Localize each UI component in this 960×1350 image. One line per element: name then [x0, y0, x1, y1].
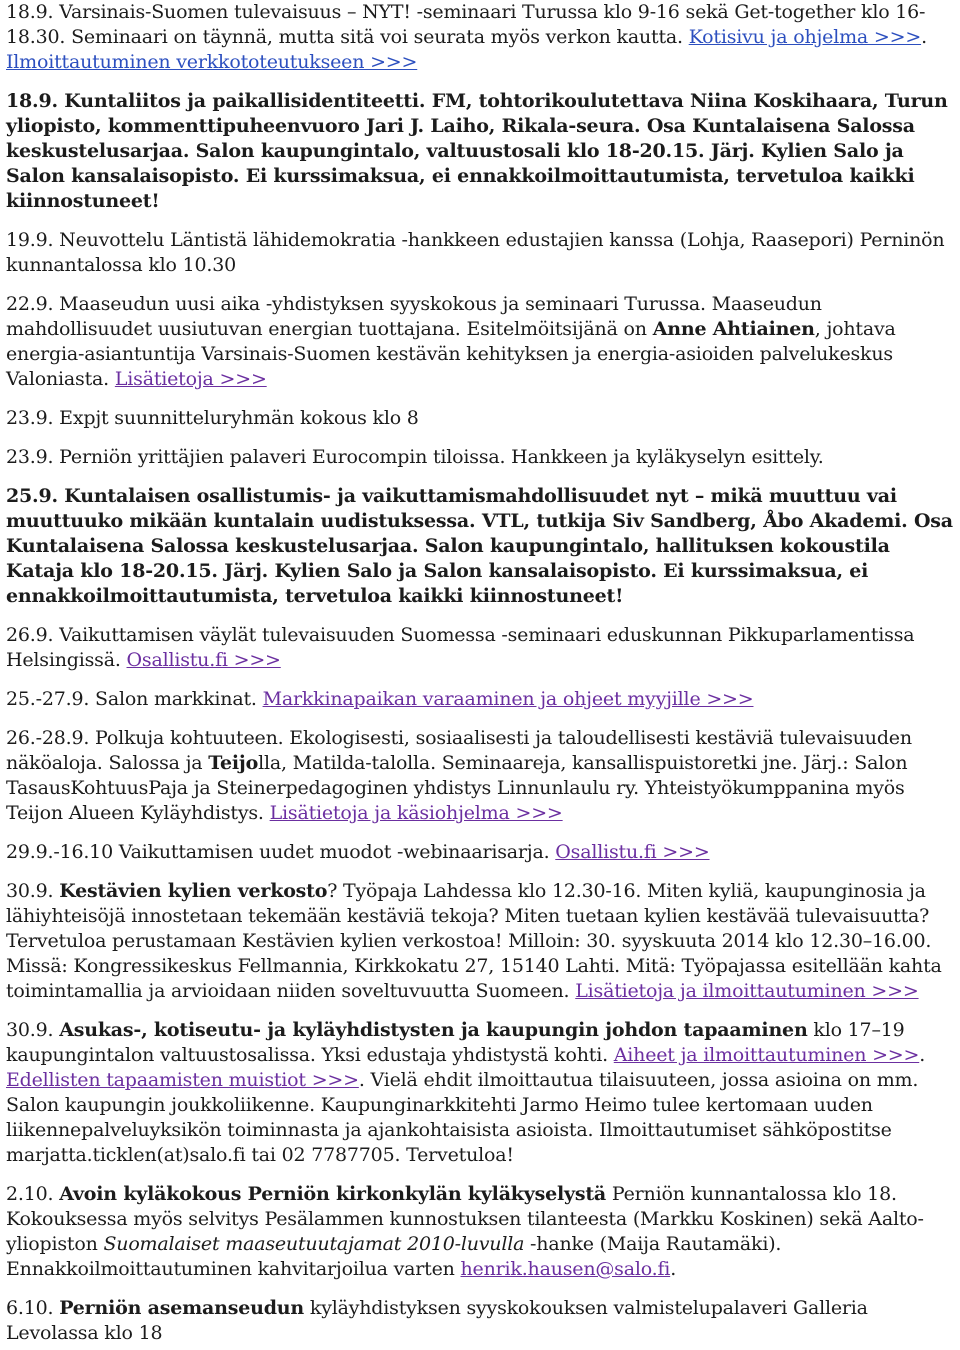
event-entry [6, 1018, 956, 1168]
event-link[interactable]: Edellisten tapaamisten muistiot >>> [6, 1069, 359, 1091]
event-text: 26.9. Vaikuttamisen väylät tulevaisuuden Suomessa -seminaari eduskunnan Pikkuparlamentissa Helsingissä. [6, 624, 915, 671]
event-text: 23.9. Perniön yrittäjien palaveri Eurocompin tiloissa. Hankkeen ja kyläkyselyn esittely. [6, 446, 824, 468]
event-entry [6, 726, 956, 826]
event-entry [6, 0, 956, 75]
event-text: -hanke (Maija Rautamäki). Ennakkoilmoittautuminen kahvitarjoilua varten [6, 1233, 782, 1280]
event-text: Perniön kunnantalossa klo 18. Kokouksessa myös selvitys Pesälammen kunnostuksen tilanteesta (Markku Koskinen) sekä Aalto-yliopiston [6, 1183, 924, 1255]
event-text: . [670, 1258, 677, 1280]
event-text: 22.9. Maaseudun uusi aika -yhdistyksen syyskokous ja seminaari Turussa. Maaseudun mahdollisuudet uusiutuvan energian tuottajana. Esitelmöitsijänä on [6, 293, 822, 340]
event-text: 25.-27.9. Salon markkinat. [6, 688, 263, 710]
event-entry [6, 292, 956, 392]
event-text: 23.9. Expjt suunnitteluryhmän kokous klo 8 [6, 407, 419, 429]
event-link[interactable]: Kotisivu ja ohjelma >>> [688, 26, 922, 48]
event-entry [6, 445, 956, 470]
event-entry [6, 840, 956, 865]
event-highlight: Anne Ahtiainen [652, 318, 815, 340]
event-highlight: Kestävien kylien verkosto [59, 880, 328, 902]
event-text: kyläyhdistyksen syyskokouksen valmistelupalaveri Galleria Levolassa klo 18 [6, 1297, 868, 1344]
event-link[interactable]: henrik.hausen@salo.fi [460, 1258, 671, 1280]
event-text: , johtava energia-asiantuntija Varsinais-Suomen kestävän kehityksen ja energia-asioiden palvelukeskus Valoniasta. [6, 318, 896, 390]
event-text: 6.10. [6, 1297, 60, 1319]
event-text: 2.10. [6, 1183, 60, 1205]
event-text: 29.9.-16.10 Vaikuttamisen uudet muodot -webinaarisarja. [6, 841, 556, 863]
event-entry [6, 484, 956, 609]
event-entry [6, 1182, 956, 1282]
event-text: 26.-28.9. Polkuja kohtuuteen. Ekologisesti, sosiaalisesti ja taloudellisesti kestäviä tulevaisuuden näköaloja. Salossa ja [6, 727, 912, 774]
event-link[interactable]: Lisätietoja >>> [114, 368, 267, 390]
event-text: 19.9. Neuvottelu Läntistä lähidemokratia -hankkeen edustajien kanssa (Lohja, Raasepori) Perninön kunnantalossa klo 10.30 [6, 229, 945, 276]
event-link[interactable]: Osallistu.fi >>> [555, 841, 710, 863]
event-text: lla, Matilda-talolla. Seminaareja, kansallispuistoretki jne. Järj.: Salon TasausKohtuusPaja ja Steinerpedagoginen yhdistys Linnunlaulu ry. Yhteistyökumppanina myös Teijon Alueen Kyläyhdistys. [6, 752, 908, 824]
event-highlight: Avoin kyläkokous Perniön kirkonkylän kyläkyselystä [59, 1183, 607, 1205]
event-link[interactable]: Osallistu.fi >>> [126, 649, 281, 671]
event-link[interactable]: Lisätietoja ja käsiohjelma >>> [269, 802, 563, 824]
event-text: ? Työpaja Lahdessa klo 12.30-16. Miten kyliä, kaupunginosia ja lähiyhteisöjä innostetaan tekemään kestäviä tekoja? Miten tuetaan kylien kestävää tulevaisuutta? Tervetuloa perustamaan Kestävien kylien verkostoa! Milloin: 30. syyskuuta 2014 klo 12.30–16.00. Missä: Kongressikeskus Fellmannia, Kirkkokatu 27, 15140 Lahti. Mitä: Työpajassa esitellään kahta toimintamallia ja arvioidaan niiden soveltuvuutta Suomeen. [6, 880, 942, 1002]
event-text: . [919, 1044, 926, 1066]
event-link[interactable]: Ilmoittautuminen verkkototeutukseen >>> [6, 51, 418, 73]
event-link[interactable]: Aiheet ja ilmoittautuminen >>> [613, 1044, 920, 1066]
event-highlight: Teijo [208, 752, 259, 774]
event-link[interactable]: Lisätietoja ja ilmoittautuminen >>> [575, 980, 919, 1002]
event-entry [6, 623, 956, 673]
event-entry [6, 406, 956, 431]
event-text: 30.9. [6, 1019, 60, 1041]
event-text: klo 17–19 kaupungintalon valtuustosalissa. Yksi edustaja yhdistystä kohti. [6, 1019, 905, 1066]
event-highlight: Asukas-, kotiseutu- ja kyläyhdistysten ja kaupungin johdon tapaaminen [59, 1019, 808, 1041]
event-highlight: Perniön asemanseudun [59, 1297, 305, 1319]
event-text: . [921, 26, 927, 48]
event-entry [6, 1296, 956, 1346]
event-italic-text: Suomalaiset maaseutuutajamat 2010-luvulla [103, 1233, 525, 1255]
event-entry [6, 89, 956, 214]
event-entry [6, 879, 956, 1004]
event-text: 25.9. Kuntalaisen osallistumis- ja vaikuttamismahdollisuudet nyt – mikä muuttuu vai muuttuuko mikään kuntalain uudistuksessa. VTL, tutkija Siv Sandberg, Åbo Akademi. Osa Kuntalaisena Salossa keskustelusarjaa. Salon kaupungintalo, hallituksen kokoustila Kataja klo 18-20.15. Järj. Kylien Salo ja Salon kansalaisopisto. Ei kurssimaksua, ei ennakkoilmoittautumista, tervetuloa kaikki kiinnostuneet! [6, 485, 953, 607]
event-text: 30.9. [6, 880, 60, 902]
event-text: 18.9. Kuntaliitos ja paikallisidentiteetti. FM, tohtorikoulutettava Niina Koskihaara, Turun yliopisto, kommenttipuheenvuoro Jari J. Laiho, Rikala-seura. Osa Kuntalaisena Salossa keskustelusarjaa. Salon kaupungintalo, valtuustosali klo 18-20.15. Järj. Kylien Salo ja Salon kansalaisopisto. Ei kurssimaksua, ei ennakkoilmoittautumista, tervetuloa kaikki kiinnostuneet! [6, 90, 948, 212]
event-entry [6, 687, 956, 712]
event-text: . Vielä ehdit ilmoittautua tilaisuuteen, jossa asioina on mm. Salon kaupungin joukkoliikenne. Kaupunginarkkitehti Jarmo Heimo tulee kertomaan uuden liikennepalveluyksikön toiminnasta ja ajankohtaisista asioista. Ilmoittautumiset sähköpostitse marjatta.ticklen(at)salo.fi tai 02 7787705. Tervetuloa! [6, 1069, 919, 1166]
event-link[interactable]: Markkinapaikan varaaminen ja ohjeet myyjille >>> [262, 688, 754, 710]
event-entry [6, 228, 956, 278]
event-text: 18.9. Varsinais-Suomen tulevaisuus – NYT! -seminaari Turussa klo 9-16 sekä Get-together klo 16-18.30. Seminaari on täynnä, mutta sitä voi seurata myös verkon kautta. [6, 1, 926, 48]
